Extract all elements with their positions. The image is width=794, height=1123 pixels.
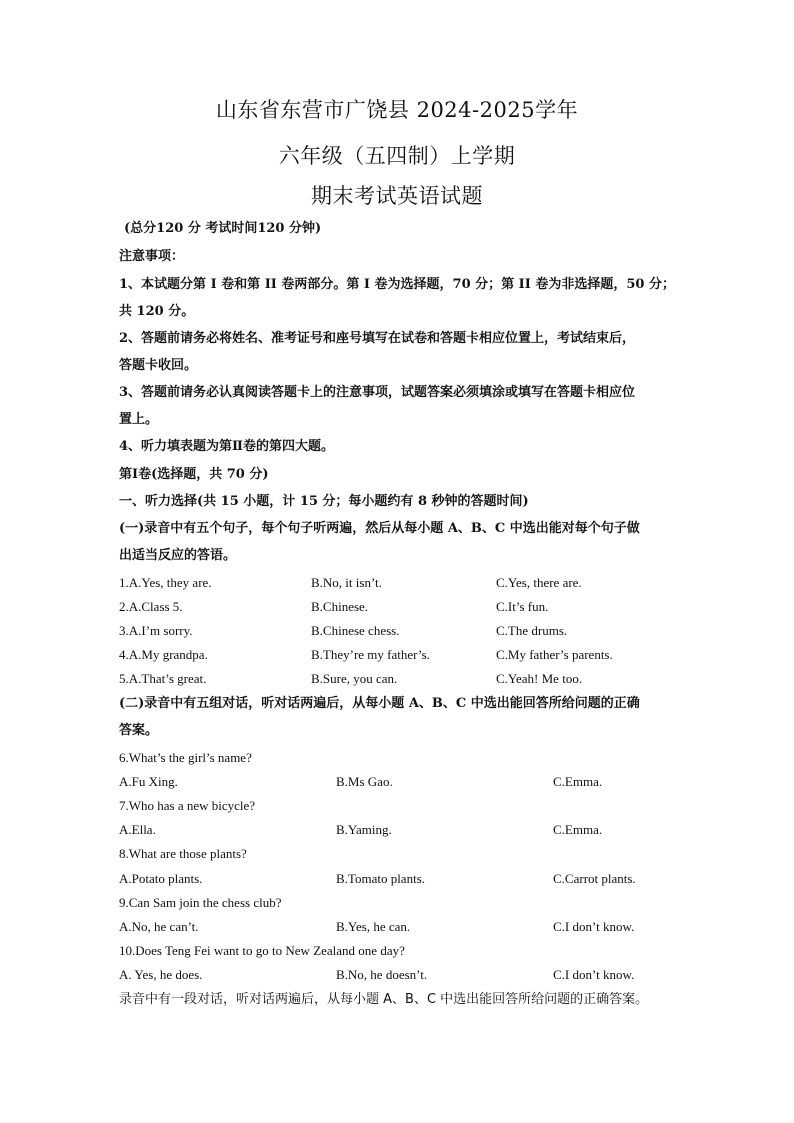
q3-option-b: B.Chinese chess. xyxy=(311,623,400,638)
listening-part-title: 一、听力选择(共 15 小题，计 15 分；每小题约有 8 秒钟的答题时间) xyxy=(119,494,529,509)
q4-option-c: C.My father’s parents. xyxy=(496,647,613,662)
score-time-info: (总分120 分 考试时间120 分钟) xyxy=(124,221,322,236)
q1-option-c: C.Yes, there are. xyxy=(496,575,582,590)
listening-sub2-instruction-line1: (二)录音中有五组对话，听对话两遍后，从每小题 A、B、C 中选出能回答所给问题的正确 xyxy=(119,696,640,711)
q1-option-b: B.No, it isn’t. xyxy=(311,575,382,590)
q8-option-a: A.Potato plants. xyxy=(119,871,203,886)
q9-option-a: A.No, he can’t. xyxy=(119,919,199,934)
listening-sub1-instruction-line2: 出适当反应的答语。 xyxy=(119,548,237,563)
q8-option-b: B.Tomato plants. xyxy=(336,871,426,886)
listening-sub3-instruction: 录音中有一段对话，听对话两遍后，从每小题 A、B、C 中选出能回答所给问题的正确答案。 xyxy=(119,992,649,1007)
q5-option-a: 5.A.That’s great. xyxy=(119,671,207,686)
note-3-line2: 置上。 xyxy=(119,412,159,427)
q10-option-b: B.No, he doesn’t. xyxy=(336,967,428,982)
note-2-line1: 2、答题前请务必将姓名、准考证号和座号填写在试卷和答题卡相应位置上，考试结束后， xyxy=(119,331,636,346)
q3-option-a: 3.A.I’m sorry. xyxy=(119,623,193,638)
q7-question: 7.Who has a new bicycle? xyxy=(119,798,256,813)
q8-option-c: C.Carrot plants. xyxy=(553,871,636,886)
q6-question: 6.What’s the girl’s name? xyxy=(119,750,252,765)
q9-option-b: B.Yes, he can. xyxy=(336,919,411,934)
q8-question: 8.What are those plants? xyxy=(119,846,247,861)
note-1-line1: 1、本试题分第 I 卷和第 II 卷两部分。第 I 卷为选择题，70 分；第 II 卷为非选择题，50 分； xyxy=(119,277,675,292)
notes-heading: 注意事项： xyxy=(119,249,185,264)
q6-option-c: C.Emma. xyxy=(553,774,603,789)
q10-option-c: C.I don’t know. xyxy=(553,967,635,982)
q4-option-a: 4.A.My grandpa. xyxy=(119,647,208,662)
q9-option-c: C.I don’t know. xyxy=(553,919,635,934)
exam-title-line1: 山东省东营市广饶县 2024-2025学年 xyxy=(215,98,579,122)
q9-question: 9.Can Sam join the chess club? xyxy=(119,895,282,910)
q1-option-a: 1.A.Yes, they are. xyxy=(119,575,212,590)
q6-option-a: A.Fu Xing. xyxy=(119,774,178,789)
q10-question: 10.Does Teng Fei want to go to New Zealand one day? xyxy=(119,943,405,958)
q10-option-a: A. Yes, he does. xyxy=(119,967,203,982)
exam-title-line3: 期末考试英语试题 xyxy=(311,184,483,208)
q2-option-a: 2.A.Class 5. xyxy=(119,599,183,614)
volume-1-title: 第Ⅰ卷(选择题，共 70 分) xyxy=(119,467,269,482)
exam-title-line2: 六年级（五四制）上学期 xyxy=(278,144,516,168)
listening-sub2-instruction-line2: 答案。 xyxy=(119,723,159,738)
note-3-line1: 3、答题前请务必认真阅读答题卡上的注意事项，试题答案必须填涂或填写在答题卡相应位 xyxy=(119,385,636,400)
q5-option-b: B.Sure, you can. xyxy=(311,671,398,686)
q7-option-b: B.Yaming. xyxy=(336,822,392,837)
listening-sub1-instruction-line1: (一)录音中有五个句子，每个句子听两遍，然后从每小题 A、B、C 中选出能对每个句子做 xyxy=(119,521,640,536)
q4-option-b: B.They’re my father’s. xyxy=(311,647,430,662)
q2-option-c: C.It’s fun. xyxy=(496,599,549,614)
q6-option-b: B.Ms Gao. xyxy=(336,774,393,789)
note-1-line2: 共 120 分。 xyxy=(119,304,195,319)
note-4: 4、听力填表题为第Ⅱ卷的第四大题。 xyxy=(119,439,335,454)
q3-option-c: C.The drums. xyxy=(496,623,568,638)
q7-option-c: C.Emma. xyxy=(553,822,603,837)
note-2-line2: 答题卡收回。 xyxy=(119,358,198,373)
q5-option-c: C.Yeah! Me too. xyxy=(496,671,583,686)
q7-option-a: A.Ella. xyxy=(119,822,156,837)
q2-option-b: B.Chinese. xyxy=(311,599,369,614)
